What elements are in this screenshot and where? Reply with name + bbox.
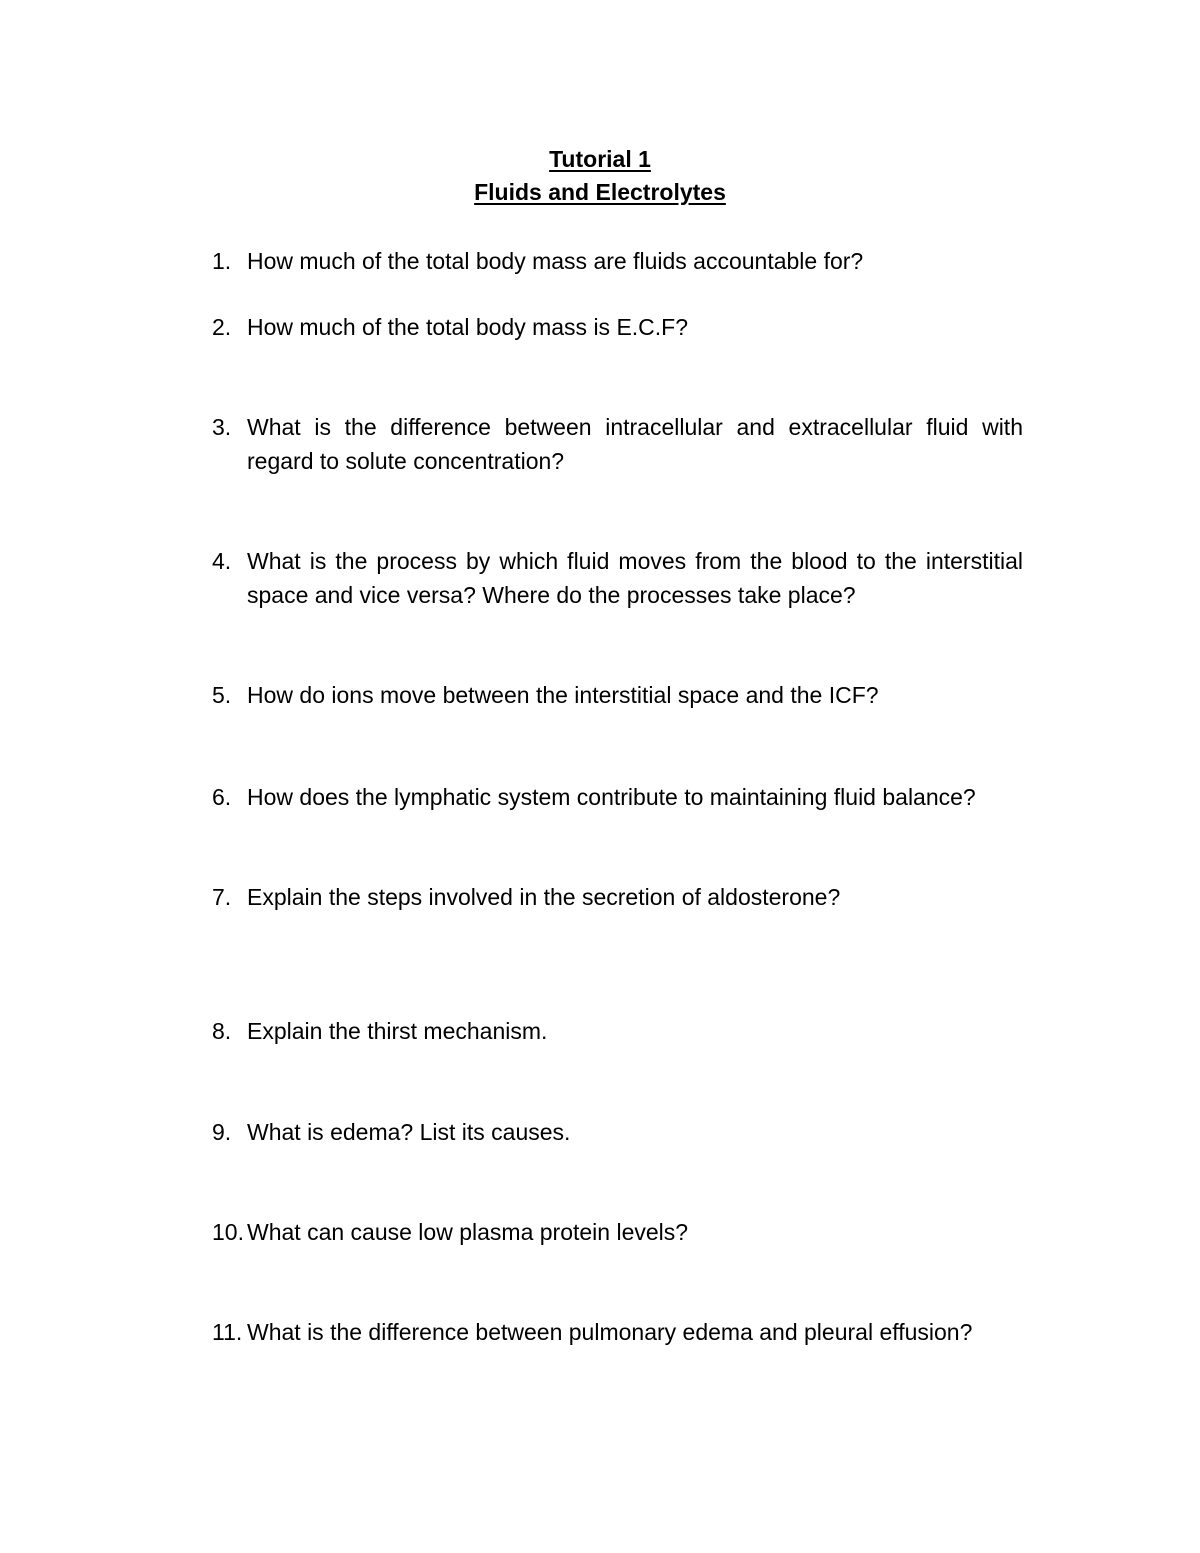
question-text: Explain the thirst mechanism. xyxy=(247,1018,548,1044)
document-title: Tutorial 1 xyxy=(549,146,651,172)
question-number: 5. xyxy=(212,682,232,708)
question-item xyxy=(212,1014,1023,1048)
question-text: How do ions move between the interstitial space and the ICF? xyxy=(247,682,879,708)
question-item xyxy=(212,780,1023,814)
question-number: 1. xyxy=(212,248,232,274)
question-item xyxy=(212,1215,1023,1249)
question-item xyxy=(212,1315,1023,1349)
question-text: What can cause low plasma protein levels? xyxy=(247,1219,689,1245)
question-number: 4. xyxy=(212,548,232,574)
question-item xyxy=(212,1115,1023,1149)
question-number: 6. xyxy=(212,784,232,810)
question-number: 9. xyxy=(212,1119,232,1145)
question-text: What is the process by which fluid moves from the blood to the interstitial space and vice versa? Where do the processes take place? xyxy=(247,548,1023,608)
question-item xyxy=(212,880,1023,914)
question-number: 7. xyxy=(212,884,232,910)
question-item xyxy=(212,678,1023,712)
question-text: What is the difference between pulmonary edema and pleural effusion? xyxy=(247,1319,973,1345)
question-item xyxy=(212,410,1023,478)
question-text: What is edema? List its causes. xyxy=(247,1119,571,1145)
question-text: How does the lymphatic system contribute to maintaining fluid balance? xyxy=(247,784,976,810)
question-text: Explain the steps involved in the secretion of aldosterone? xyxy=(247,884,841,910)
question-item xyxy=(212,244,1023,278)
question-item xyxy=(212,310,1023,344)
document-subtitle: Fluids and Electrolytes xyxy=(474,179,726,205)
question-number: 3. xyxy=(212,414,232,440)
question-text: How much of the total body mass are fluids accountable for? xyxy=(247,248,864,274)
question-text: What is the difference between intracellular and extracellular fluid with regard to solute concentration? xyxy=(247,414,1023,474)
question-number: 2. xyxy=(212,314,232,340)
question-item xyxy=(212,544,1023,612)
question-text: How much of the total body mass is E.C.F? xyxy=(247,314,689,340)
question-number: 10. xyxy=(212,1219,244,1245)
question-number: 11. xyxy=(212,1319,243,1345)
question-number: 8. xyxy=(212,1018,232,1044)
